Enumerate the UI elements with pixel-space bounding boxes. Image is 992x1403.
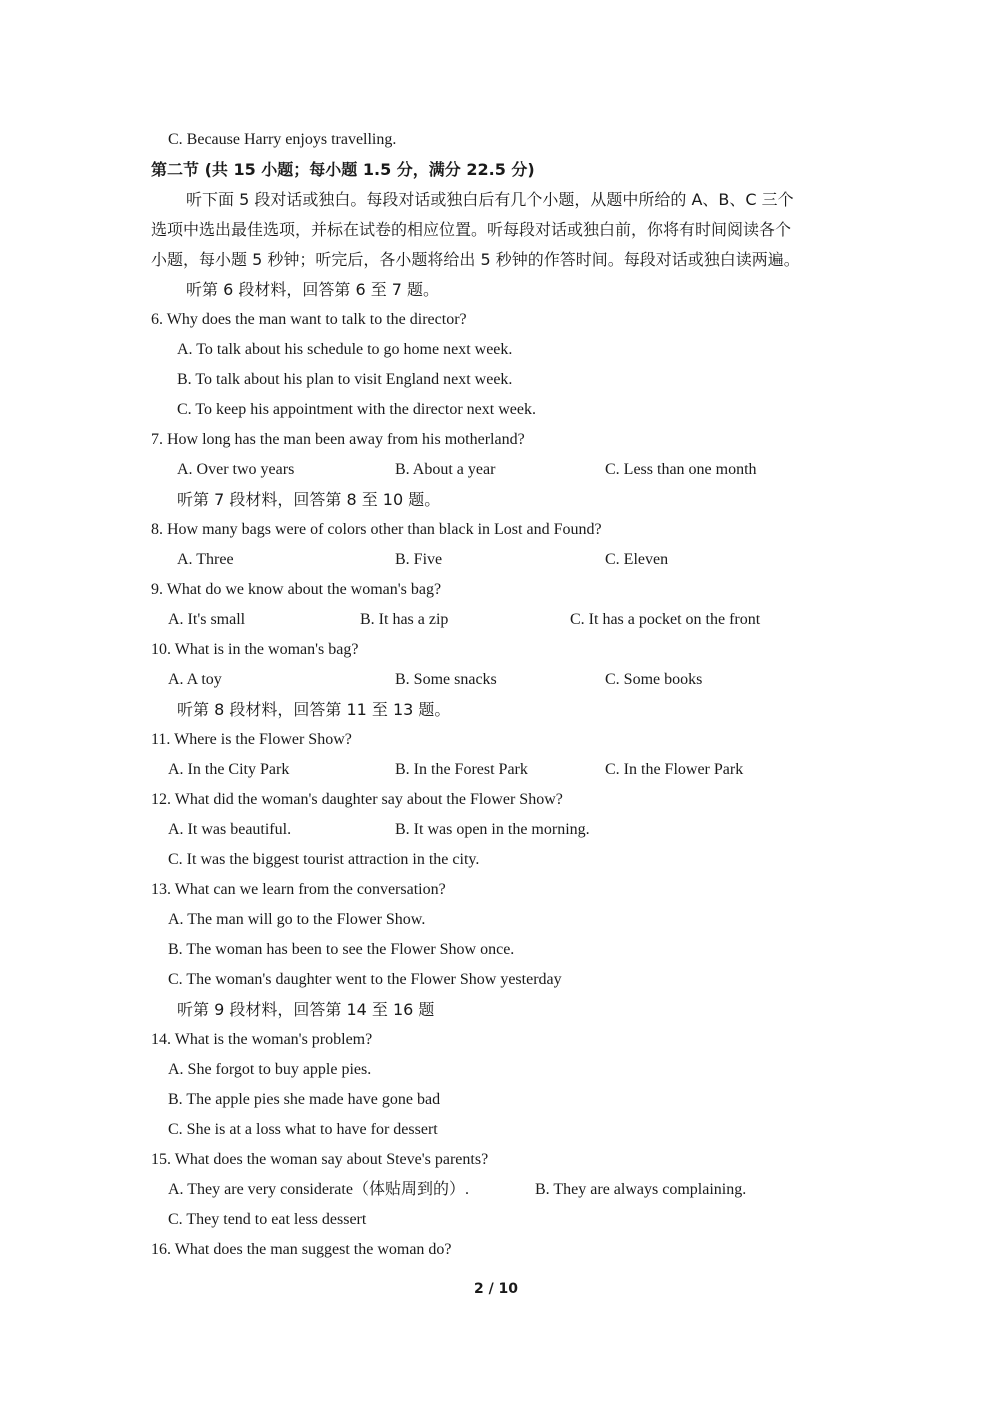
question-15-option-b: B. They are always complaining.	[535, 1181, 747, 1198]
question-10-option-b: B. Some snacks	[395, 671, 497, 688]
question-14-stem: 14. What is the woman's problem?	[151, 1031, 373, 1048]
question-7-option-a: A. Over two years	[177, 461, 295, 478]
question-11-option-c: C. In the Flower Park	[605, 761, 744, 778]
question-6-stem: 6. Why does the man want to talk to the director?	[151, 311, 467, 328]
question-12-stem: 12. What did the woman's daughter say about the Flower Show?	[151, 791, 563, 808]
question-14-option-a: A. She forgot to buy apple pies.	[168, 1061, 372, 1078]
question-9-option-b: B. It has a zip	[360, 611, 449, 628]
instruction-line-1: 听下面 5 段对话或独白。每段对话或独白后有几个小题，从题中所给的 A、B、C 三个	[186, 190, 794, 209]
question-14-option-c: C. She is at a loss what to have for dessert	[168, 1121, 438, 1138]
question-16-stem: 16. What does the man suggest the woman do?	[151, 1241, 452, 1258]
instruction-line-2: 选项中选出最佳选项，并标在试卷的相应位置。听每段对话或独白前，你将有时间阅读各个	[151, 220, 792, 239]
question-13-option-b: B. The woman has been to see the Flower Show once.	[168, 941, 515, 958]
q5-option-c: C. Because Harry enjoys travelling.	[168, 131, 397, 148]
question-14-option-b: B. The apple pies she made have gone bad	[168, 1091, 441, 1108]
question-6-option-b: B. To talk about his plan to visit England next week.	[177, 371, 513, 388]
question-10-option-a: A. A toy	[168, 671, 222, 688]
question-9-stem: 9. What do we know about the woman's bag?	[151, 581, 442, 598]
question-9-option-c: C. It has a pocket on the front	[570, 611, 761, 628]
question-11-option-a: A. In the City Park	[168, 761, 290, 778]
question-15-option-a: A. They are very considerate（体贴周到的）.	[168, 1181, 469, 1198]
question-12-option-b: B. It was open in the morning.	[395, 821, 590, 838]
question-12-option-a: A. It was beautiful.	[168, 821, 292, 838]
material-6-note: 听第 6 段材料，回答第 6 至 7 题。	[186, 280, 440, 299]
question-7-stem: 7. How long has the man been away from his motherland?	[151, 431, 525, 448]
section-heading: 第二节 (共 15 小题；每小题 1.5 分，满分 22.5 分)	[151, 160, 535, 179]
question-11-stem: 11. Where is the Flower Show?	[151, 731, 352, 748]
question-9-option-a: A. It's small	[168, 611, 246, 628]
question-13-stem: 13. What can we learn from the conversation?	[151, 881, 446, 898]
question-7-option-c: C. Less than one month	[605, 461, 757, 478]
question-11-option-b: B. In the Forest Park	[395, 761, 528, 778]
question-15-stem: 15. What does the woman say about Steve's parents?	[151, 1151, 489, 1168]
page-number: 2 / 10	[473, 1281, 519, 1297]
material-9-note: 听第 9 段材料，回答第 14 至 16 题	[177, 1000, 435, 1019]
question-13-option-c: C. The woman's daughter went to the Flower Show yesterday	[168, 971, 562, 988]
question-6-option-a: A. To talk about his schedule to go home next week.	[177, 341, 513, 358]
question-12-option-c: C. It was the biggest tourist attraction in the city.	[168, 851, 480, 868]
question-8-option-a: A. Three	[177, 551, 234, 568]
material-8-note: 听第 8 段材料，回答第 11 至 13 题。	[177, 700, 451, 719]
question-8-option-c: C. Eleven	[605, 551, 669, 568]
question-15-option-c: C. They tend to eat less dessert	[168, 1211, 367, 1228]
question-10-option-c: C. Some books	[605, 671, 703, 688]
question-6-option-c: C. To keep his appointment with the director next week.	[177, 401, 536, 418]
question-13-option-a: A. The man will go to the Flower Show.	[168, 911, 426, 928]
instruction-line-3: 小题，每小题 5 秒钟；听完后，各小题将给出 5 秒钟的作答时间。每段对话或独白读两遍。	[151, 250, 800, 269]
question-7-option-b: B. About a year	[395, 461, 496, 478]
question-8-stem: 8. How many bags were of colors other than black in Lost and Found?	[151, 521, 602, 538]
question-10-stem: 10. What is in the woman's bag?	[151, 641, 359, 658]
material-7-note: 听第 7 段材料，回答第 8 至 10 题。	[177, 490, 441, 509]
question-8-option-b: B. Five	[395, 551, 443, 568]
